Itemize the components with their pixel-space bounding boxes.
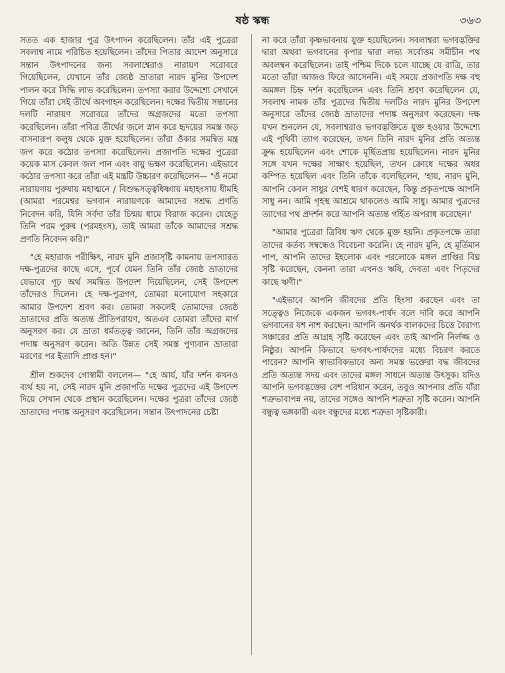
page-number: ৩৬৩ (459, 14, 481, 27)
page-header (24, 12, 481, 28)
paragraph: সতত এক হাজার পুত্র উৎপাদন করেছিলেন। তাঁর এই পুত্রেরা সবলাশ্ব নামে পরিচিত হয়েছিলেন। তাঁদের পিতার আদেশ অনুসারে সন্তান উৎপাদনের জন্য সবলাশ্বেরাও নারায়ণ সরোবরে গিয়েছিলেন, যেখানে তাঁর জ্যেষ্ঠ ভ্রাতারা নারদ মুনির উপদেশ পালন করে সিদ্ধি লাভ করেছিলেন। তপস্যা করার উদ্দেশ্যে সেখানে গিয়ে তাঁরা সেই তীর্থে অবগাহন করেছিলেন। দক্ষের দ্বিতীয় সন্তানের দলটি নারায়ণ সরোবরে তাঁদের অগ্রজদের মতো তপস্যা করেছিলেন। তাঁরা পবিত্র তীর্থের জলে স্নান করে হৃদয়ের সমস্ত জড় বাসনারূপ কলুষ থেকে মুক্ত হয়েছিলেন। তাঁরা ওঁকার সমন্বিত মন্ত্র জপ করে কঠোর তপস্যা করেছিলেন। প্রজাপতি দক্ষের পুত্রেরা কয়েক মাস কেবল জল পান এবং বায়ু ভক্ষণ করেছিলেন। এইভাবে কঠোর তপস্যা করে তাঁরা এই মন্ত্রটি উচ্চারণ করেছিলেন— "ওঁ নমো নারায়ণায় পুরুষায় মহাত্মনে / বিশুদ্ধসত্ত্বধিষ্ণ্যায় মহাহংসায় ধীমহি (আমরা পরমেশ্বর ভগবান নারায়ণকে আমাদের সশ্রদ্ধ প্রণতি নিবেদন করি, যিনি সর্বদা তাঁর চিন্ময় ধামে বিরাজ করেন। যেহেতু তিনি পরম পুরুষ (পরমহংস), তাই আমরা তাঁকে আমাদের সশ্রদ্ধ প্রণতি নিবেদন করি।" (20, 35, 238, 244)
paragraph: "হে মহারাজ পরীক্ষিৎ, নারদ মুনি প্রজাসৃষ্টি কামনায় তপস্যারত দক্ষ-পুত্রদের কাছে এসে, পূর্বে যেমন তিনি তাঁর জ্যেষ্ঠ ভ্রাতাদের যেভাবে গূঢ় অর্থ সমন্বিত উপদেশ দিয়েছিলেন, সেই উপদেশ তাঁদেরও দিলেন। হে দক্ষ-পুত্রগণ, তোমরা মনোযোগ সহকারে আমার উপদেশ শ্রবণ কর। তোমরা সকলেই তোমাদের জ্যেষ্ঠ ভ্রাতাদের প্রতি অত্যন্ত প্রীতিপরায়ণ, অতএব তোমরা তাঁদের মার্গ অনুসরণ কর। যে ভ্রাতা ধর্মতত্ত্ব জানেন, তিনি তাঁর অগ্রজদের পদাঙ্ক অনুসরণ করেন। অতি উন্নত সেই সমস্ত পুণ্যবান ভ্রাতারা মরণের পর ইত্যাদি প্রাপ্ত হন।" (20, 251, 238, 362)
paragraph: "এইভাবে আপনি জীবদের প্রতি হিংসা করছেন এবং তা সত্ত্বেও নিজেকে একজন ভগবৎ-পার্ষদ বলে দাবি করে আপনি ভগবানের যশ নাশ করছেন। আপনি অনর্থক বালকদের চিত্তে বৈরাগ্য সঞ্চারের প্রতি আগ্রহ সৃষ্টি করেছেন এবং তাই আপনি নির্লজ্জ ও নিষ্ঠুর। আপনি কিভাবে ভগবৎ-পার্ষদদের মধ্যে বিচরণ করতে পারেন? আপনি স্বাভাবিকভাবে অন্য সমস্ত ভক্তেরা বদ্ধ জীবদের প্রতি অত্যন্ত সদয় এবং তাদের মঙ্গল সাধনে অত্যন্ত উৎসুক। যদিও আপনি ভগবদ্ভক্তের বেশ পরিধান করেন, তবুও আপনার প্রতি যাঁরা শত্রুভাবাপন্ন নয়, তাদের সঙ্গেও আপনি শত্রুতা সৃষ্টি করেন। আপনি বন্ধুত্ব ভঙ্গকারী এবং বন্ধুদের মধ্যে শত্রুতা সৃষ্টিকারী। (262, 295, 480, 417)
paragraph: "আমার পুত্রেরা ত্রিবিধ ঋণ থেকে মুক্ত হয়নি। প্রকৃতপক্ষে তারা তাদের কর্তব্য সম্বন্ধেও বিবেচনা করেনি। হে নারদ মুনি, হে মূর্তিমান পাপ, আপনি তাদের ইহলোক এবং পরলোকে মঙ্গল প্রাপ্তির বিঘ্ন সৃষ্টি করেছেন, কেননা তারা এখনও ঋষি, দেবতা এবং পিতৃদের কাছে ঋণী।" (262, 227, 480, 287)
paragraph: শ্রীল শুকদেব গোস্বামী বললেন— "হে আর্য, যাঁর দর্শন কখনও ব্যর্থ হয় না, সেই নারদ মুনি প্রজাপতি দক্ষের পুত্রদের এই উপদেশ দিয়ে সেখান থেকে প্রস্থান করেছিলেন। দক্ষের পুত্ররা তাঁদের জ্যেষ্ঠ ভ্রাতাদের পদাঙ্ক অনুসরণ করেছিলেন। সন্তান উৎপাদনের চেষ্টা (20, 369, 238, 417)
chapter-title: ষষ্ঠ স্কন্ধ (235, 14, 270, 27)
column-divider (251, 34, 252, 655)
left-column (20, 34, 238, 424)
paragraph: না করে তাঁরা কৃষ্ণভাবনায় যুক্ত হয়েছিলেন। সবলাশ্বরা ভগবদ্ভক্তির দ্বারা অথবা ভগবানের কৃপার দ্বারা লভ্য সর্বোত্তম সমীচীন পথ অবলম্বন করেছিলেন। তাই পশ্চিম দিকে চলে যাচ্ছে যে রাত্রি, তার মতো তাঁরা আজও ফিরে আসেননি। এই সময়ে প্রজাপতি দক্ষ বহু অমঙ্গল চিহ্ন দর্শন করেছিলেন এবং তিনি শ্রবণ করেছিলেন যে, সবলাশ্ব নামক তাঁর পুত্রদের দ্বিতীয় দলটিও নারদ মুনির উপদেশ অনুসারে তাঁদের জ্যেষ্ঠ ভ্রাতাদের পদাঙ্ক অনুসরণ করেছেন। দক্ষ যখন শুনলেন যে, সবলাশ্বরাও ভগবদ্ভক্তিতে যুক্ত হওয়ার উদ্দেশ্যে এই পৃথিবী ত্যাগ করেছেন, তখন তিনি নারদ মুনির প্রতি অত্যন্ত ক্রুদ্ধ হয়েছিলেন এবং শোকে মূর্ছিতপ্রায় হয়েছিলেন। নারদ মুনির সঙ্গে যখন দক্ষের সাক্ষাৎ হয়েছিল, তখন ক্রোধে দক্ষের অধর কম্পিত হয়েছিল এবং তিনি তাঁকে বলেছিলেন, 'হায়, নারদ মুনি, আপনি কেবল সাধুর বেশই ধারণ করেছেন, কিন্তু প্রকৃতপক্ষে আপনি সাধু নন। আমি গৃহস্থ আশ্রমে থাকলেও আমি সাধু। আমার পুত্রদের ত্যাগের পথ প্রদর্শন করে আপনি অত্যন্ত গর্হিত অপরাধ করেছেন।' (262, 35, 480, 219)
right-column (262, 34, 480, 424)
